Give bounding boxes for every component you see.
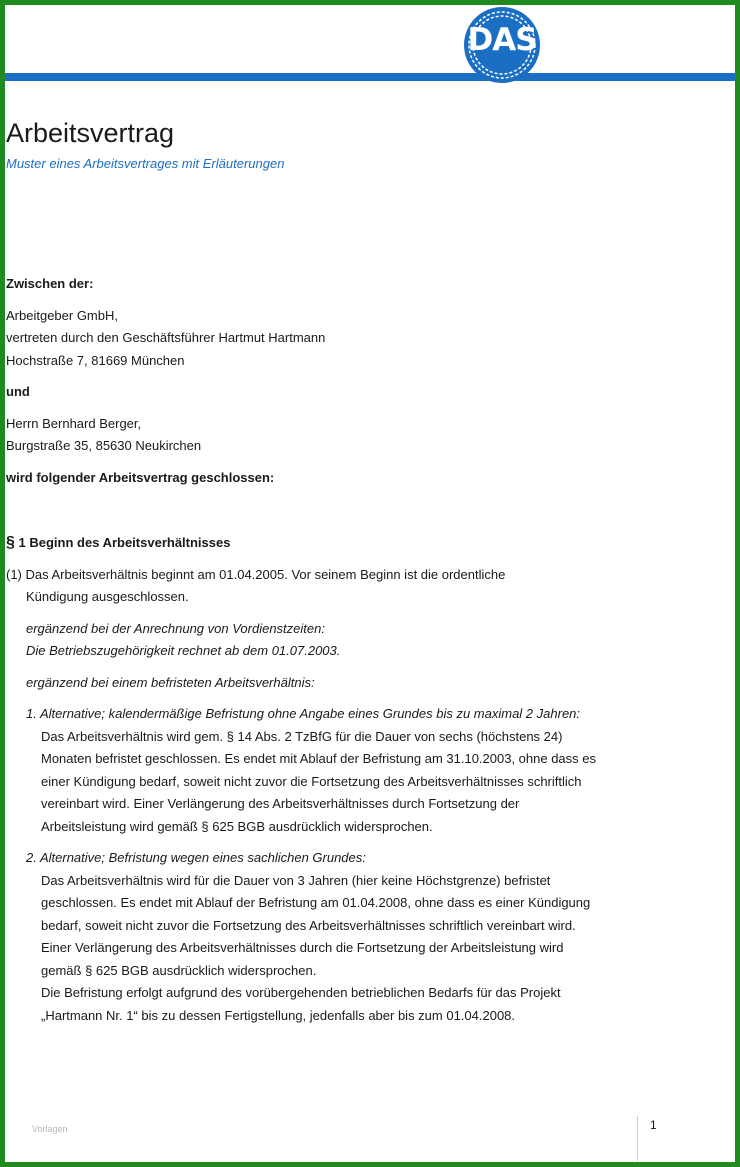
- logo-text: DAS: [467, 22, 537, 58]
- employer-line: Hochstraße 7, 81669 München: [6, 352, 185, 368]
- das-logo: [462, 5, 542, 85]
- supplement-text: ergänzend bei der Anrechnung von Vordienstzeiten:: [26, 620, 325, 636]
- document-subtitle: Muster eines Arbeitsvertrages mit Erläuterungen: [6, 156, 285, 171]
- alternative-text: geschlossen. Es endet mit Ablauf der Befristung am 01.04.2008, ohne dass es einer Kündigung: [41, 895, 591, 910]
- document-body: [6, 273, 666, 1027]
- alternative-text: Das Arbeitsverhältnis wird gem. § 14 Abs. 2 TzBfG für die Dauer von sechs (höchstens 24): [41, 728, 563, 744]
- alternative-text: Arbeitsleistung wird gemäß § 625 BGB ausdrücklich widersprochen.: [41, 818, 433, 834]
- supplement-text: ergänzend bei einem befristeten Arbeitsverhältnis:: [26, 674, 315, 690]
- employer-line: vertreten durch den Geschäftsführer Hartmut Hartmann: [6, 330, 326, 345]
- footer-divider: [637, 1116, 638, 1161]
- alternative-text: einer Kündigung bedarf, soweit nicht zuvor die Fortsetzung des Arbeitsverhältnisses schriftlich: [41, 773, 582, 789]
- section-title: 1 Beginn des Arbeitsverhältnisses: [18, 535, 231, 550]
- alternative-heading: 2. Alternative; Befristung wegen eines sachlichen Grundes:: [26, 850, 366, 865]
- alternative-text: bedarf, soweit nicht zuvor die Fortsetzung des Arbeitsverhältnisses schriftlich vereinbart wird.: [41, 917, 576, 933]
- alternative-heading: 1. Alternative; kalendermäßige Befristung ohne Angabe eines Grundes bis zu maximal 2 Jahren:: [26, 706, 581, 721]
- paragraph-sign: §: [6, 534, 15, 551]
- header-rule: [5, 73, 735, 81]
- section-heading: [6, 532, 666, 555]
- supplement-text: Die Betriebszugehörigkeit rechnet ab dem 01.07.2003.: [26, 643, 341, 658]
- employee-line: Herrn Bernhard Berger,: [6, 415, 142, 431]
- alternative-text: Monaten befristet geschlossen. Es endet mit Ablauf der Befristung am 31.10.2003, ohne dass es: [41, 751, 597, 766]
- footer-label: Vorlagen: [32, 1124, 68, 1134]
- paragraph-text: (1) Das Arbeitsverhältnis beginnt am 01.04.2005. Vor seinem Beginn ist die ordentliche: [6, 566, 506, 582]
- parties-heading: Zwischen der:: [6, 276, 94, 291]
- and-label: und: [6, 384, 30, 399]
- alternative-text: Das Arbeitsverhältnis wird für die Dauer von 3 Jahren (hier keine Höchstgrenze) befristet: [41, 872, 551, 888]
- paragraph-text: Kündigung ausgeschlossen.: [26, 589, 189, 604]
- alternative-text: Einer Verlängerung des Arbeitsverhältnisses durch die Fortsetzung der Arbeitsleistung wird: [41, 940, 564, 955]
- alternative-text: vereinbart wird. Einer Verlängerung des Arbeitsverhältnisses durch Fortsetzung der: [41, 796, 520, 811]
- document-title: Arbeitsvertrag: [6, 118, 175, 148]
- employee-line: Burgstraße 35, 85630 Neukirchen: [6, 438, 202, 453]
- alternative-text: gemäß § 625 BGB ausdrücklich widersprochen.: [41, 962, 317, 978]
- contract-closing: wird folgender Arbeitsvertrag geschlossen:: [6, 469, 275, 485]
- alternative-text: Die Befristung erfolgt aufgrund des vorübergehenden betrieblichen Bedarfs für das Projekt: [41, 985, 561, 1000]
- page-number: 1: [650, 1118, 657, 1132]
- employer-line: Arbeitgeber GmbH,: [6, 307, 118, 323]
- alternative-text: „Hartmann Nr. 1“ bis zu dessen Fertigstellung, jedenfalls aber bis zum 01.04.2008.: [41, 1007, 516, 1023]
